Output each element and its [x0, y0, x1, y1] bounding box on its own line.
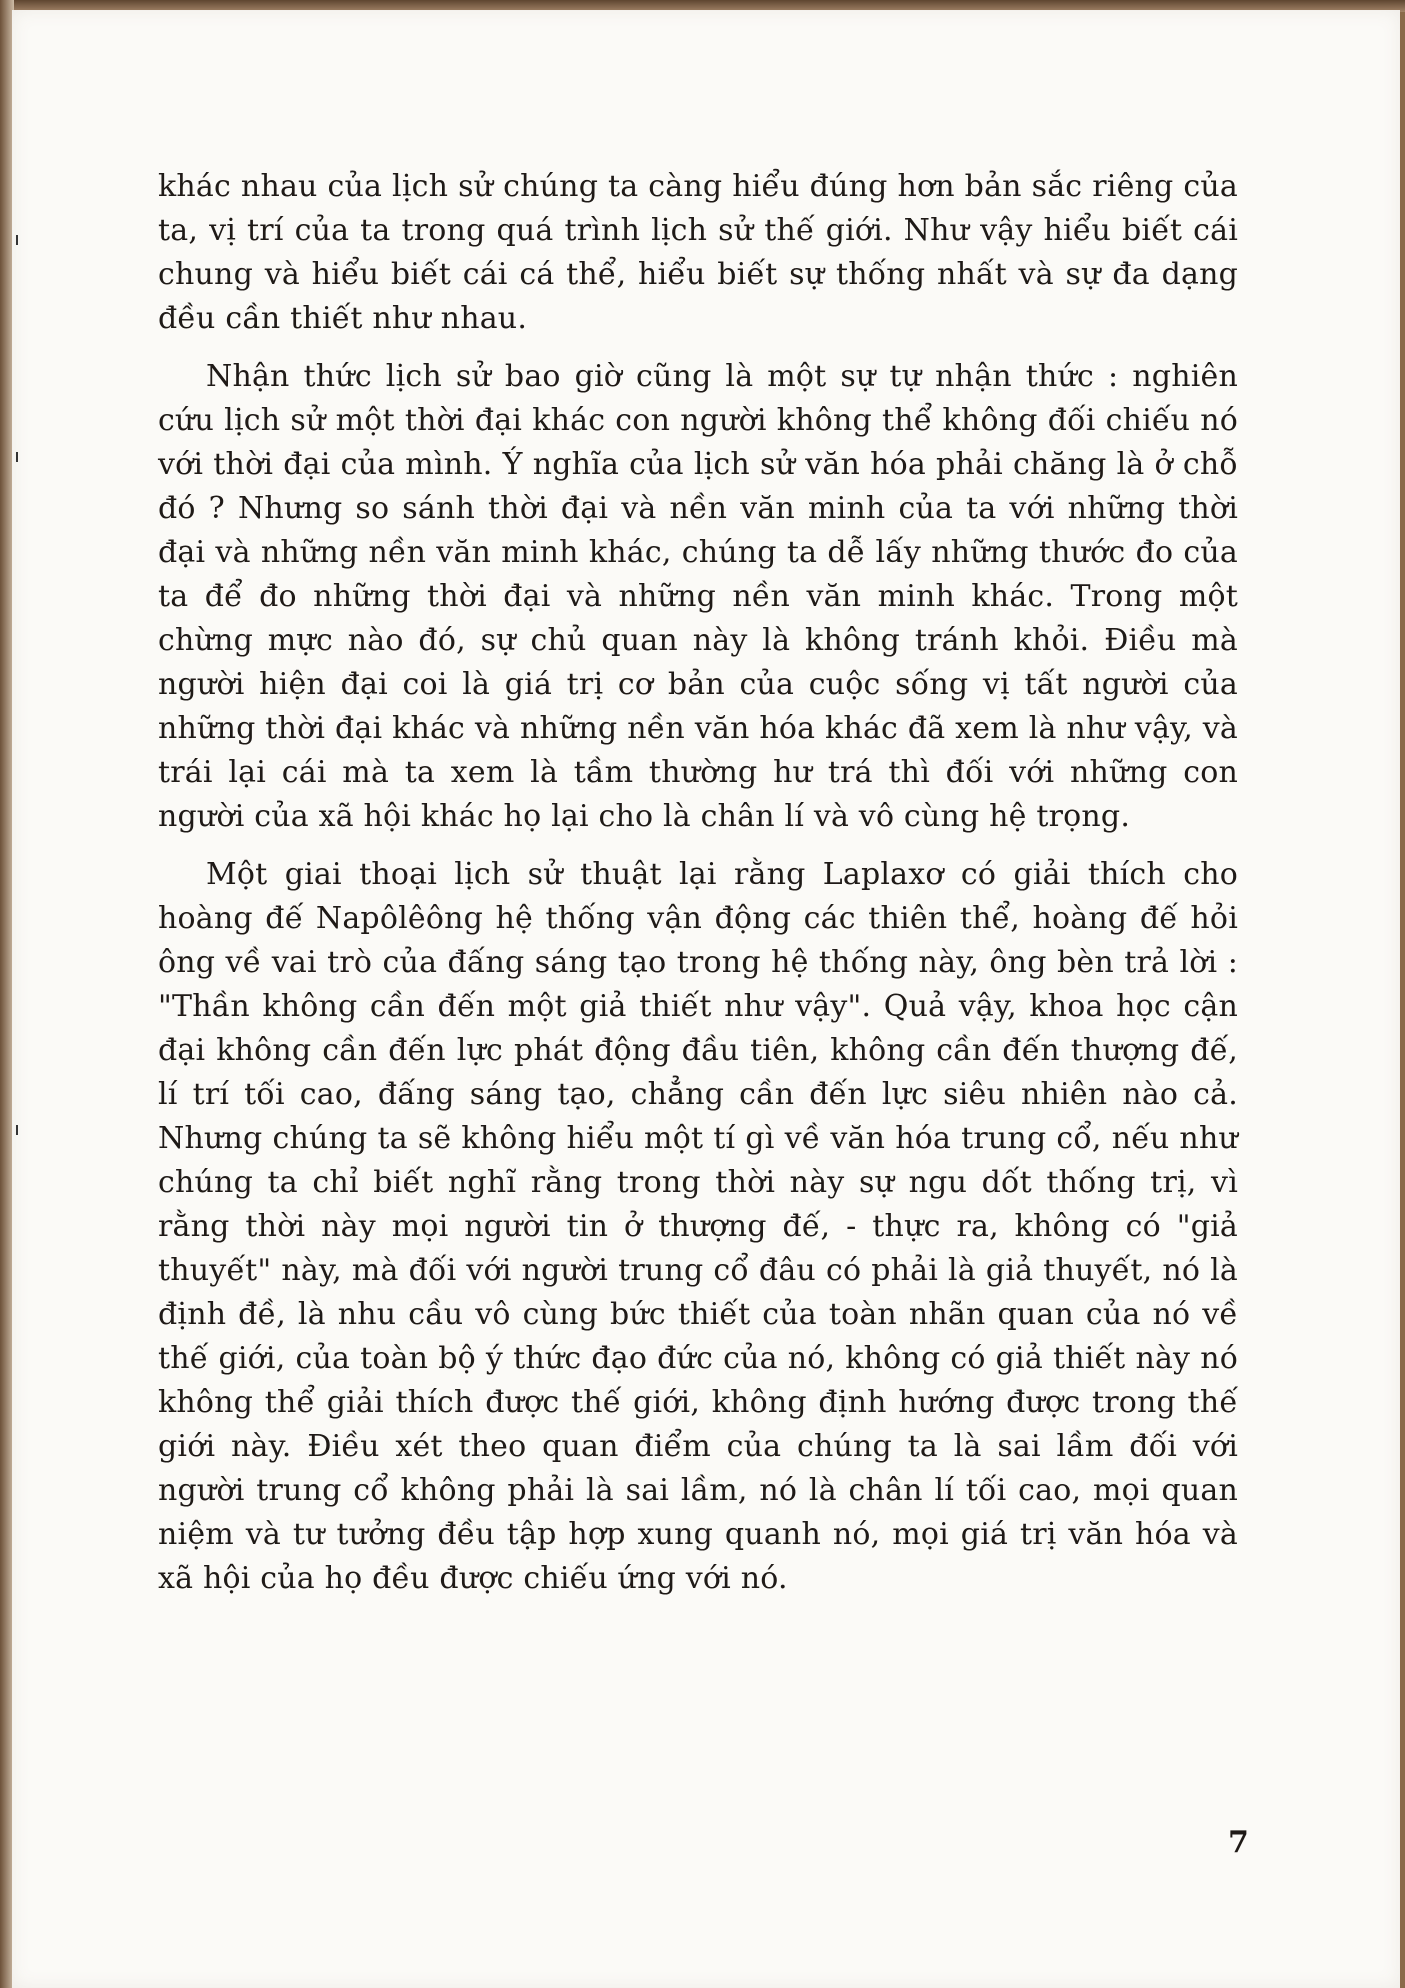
paragraph-1: khác nhau của lịch sử chúng ta càng hiểu đúng hơn bản sắc riêng của ta, vị trí của ta trong quá trình lịch sử thế giới. Như vậy hiểu biết cái chung và hiểu biết cái cá thể, hiểu biết sự thống nhất và sự đa dạng đều cần thiết như nhau. [158, 169, 1238, 336]
page-number: 7 [1228, 1825, 1249, 1860]
paragraph-3: Một giai thoại lịch sử thuật lại rằng Laplaxơ có giải thích cho hoàng đế Napôlêông hệ thống vận động các thiên thể, hoàng đế hỏi ông về vai trò của đấng sáng tạo trong hệ thống này, ông bèn trả lời : "Thần không cần đến một giả thiết như vậy". Quả vậy, khoa học cận đại không cần đến lực phát động đầu tiên, không cần đến thượng đế, lí trí tối cao, đấng sáng tạo, chẳng cần đến lực siêu nhiên nào cả. Nhưng chúng ta sẽ không hiểu một tí gì về văn hóa trung cổ, nếu như chúng ta chỉ biết nghĩ rằng trong thời này sự ngu dốt thống trị, vì rằng thời này mọi người tin ở thượng đế, - thực ra, không có "giả thuyết" này, mà đối với người trung cổ đâu có phải là giả thuyết, nó là định đề, là nhu cầu vô cùng bức thiết của toàn nhãn quan của nó về thế giới, của toàn bộ ý thức đạo đức của nó, không có giả thiết này nó không thể giải thích được thế giới, không định hướng được trong thế giới này. Điều xét theo quan điểm của chúng ta là sai lầm đối với người trung cổ không phải là sai lầm, nó là chân lí tối cao, mọi quan niệm và tư tưởng đều tập hợp xung quanh nó, mọi giá trị văn hóa và xã hội của họ đều được chiếu ứng với nó. [158, 857, 1238, 1596]
margin-mark [16, 1125, 18, 1135]
paragraph-2: Nhận thức lịch sử bao giờ cũng là một sự tự nhận thức : nghiên cứu lịch sử một thời đại khác con người không thể không đối chiếu nó với thời đại của mình. Ý nghĩa của lịch sử văn hóa phải chăng là ở chỗ đó ? Nhưng so sánh thời đại và nền văn minh của ta với những thời đại và những nền văn minh khác, chúng ta dễ lấy những thước đo của ta để đo những thời đại và những nền văn minh khác. Trong một chừng mực nào đó, sự chủ quan này là không tránh khỏi. Điều mà người hiện đại coi là giá trị cơ bản của cuộc sống vị tất người của những thời đại khác và những nền văn hóa khác đã xem là như vậy, và trái lại cái mà ta xem là tầm thường hư trá thì đối với những con người của xã hội khác họ lại cho là chân lí và vô cùng hệ trọng. [158, 359, 1238, 834]
margin-mark [16, 235, 18, 245]
body-text [158, 165, 1238, 1615]
margin-mark [16, 452, 18, 462]
